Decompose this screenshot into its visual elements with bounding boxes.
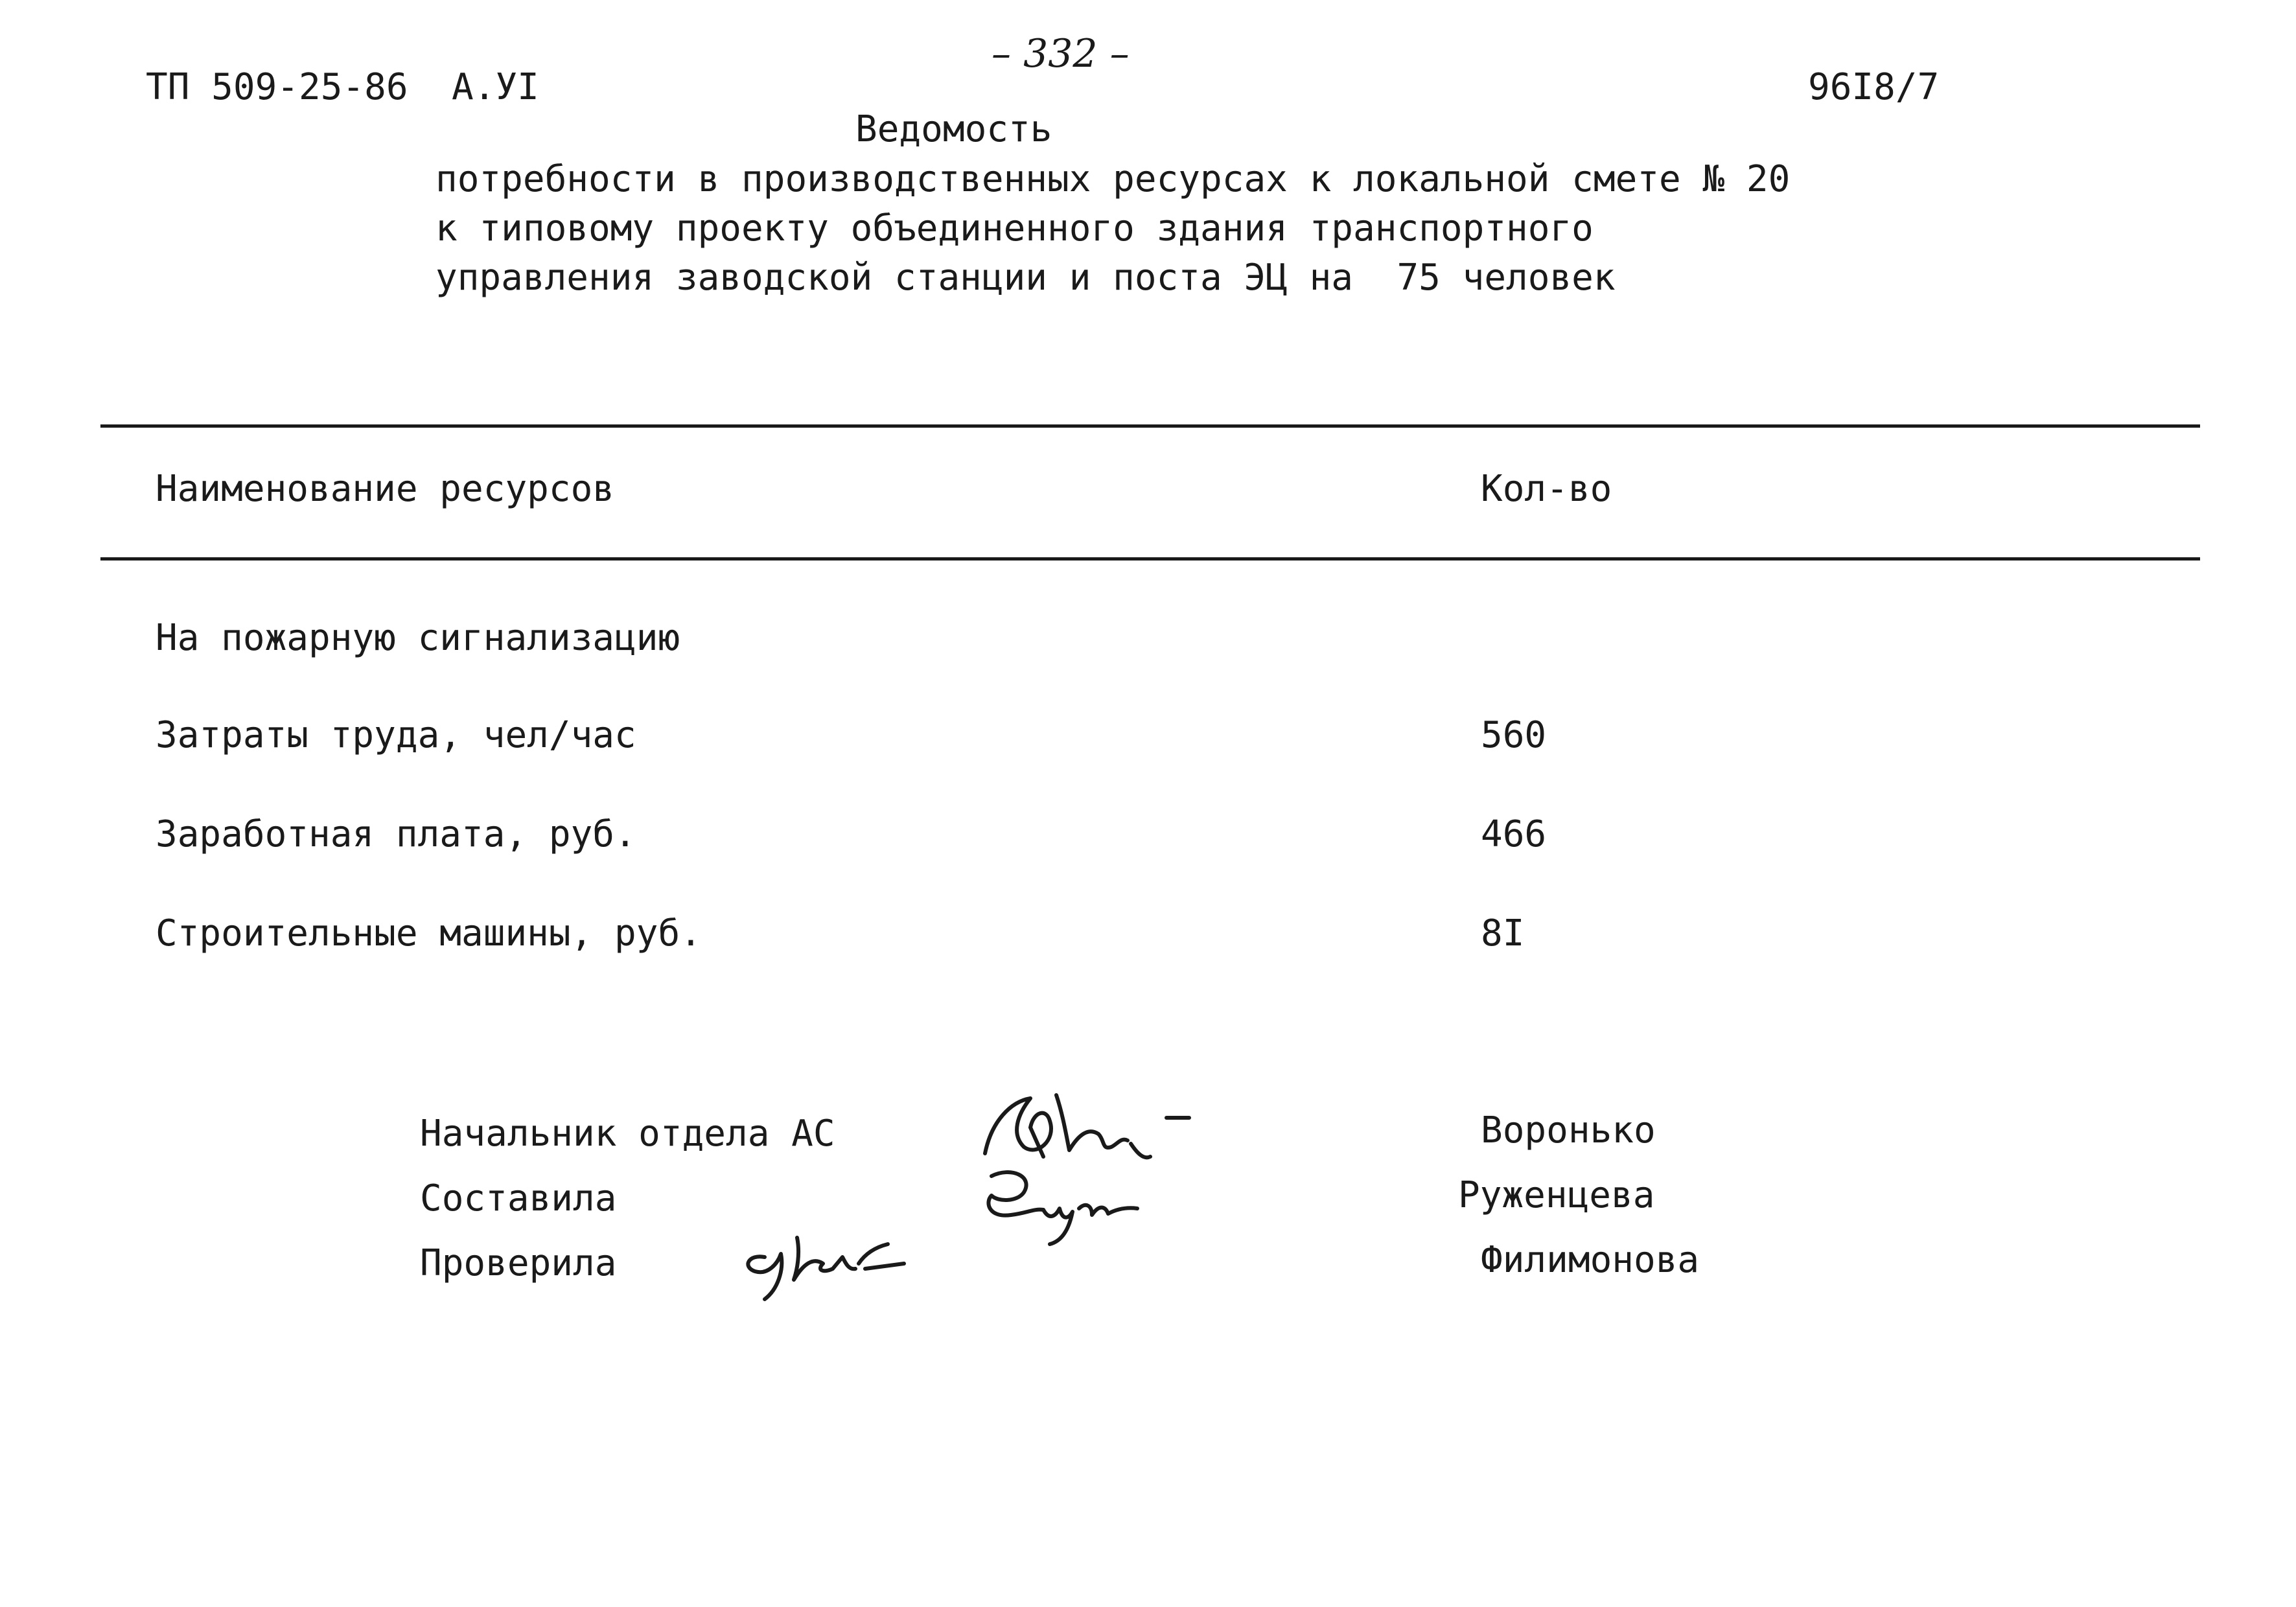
column-header-name: Наименование ресурсов	[156, 468, 615, 510]
signature-role: Составила	[420, 1177, 617, 1220]
row-name: Затраты труда, чел/час	[156, 714, 636, 756]
signature-role: Проверила	[420, 1242, 617, 1284]
row-qty: 560	[1481, 714, 1547, 756]
document-code: ТП 509-25-86 А.УI	[146, 66, 539, 108]
document-heading: Ведомость	[855, 108, 1052, 150]
table-header-rule	[100, 557, 2200, 561]
signature-name: Руженцева	[1458, 1174, 1655, 1216]
section-title: На пожарную сигнализацию	[156, 617, 680, 659]
row-name: Строительные машины, руб.	[156, 912, 702, 954]
title-line-2: к типовому проекту объединенного здания транспортного	[435, 207, 1594, 249]
signature-name: Филимонова	[1481, 1239, 1700, 1281]
signature-role: Начальник отдела АС	[420, 1113, 835, 1155]
row-name: Заработная плата, руб.	[156, 813, 636, 855]
column-header-qty: Кол-во	[1481, 468, 1612, 510]
signature-name: Воронько	[1481, 1109, 1656, 1151]
title-line-3: управления заводской станции и поста ЭЦ на 75 человек	[435, 257, 1616, 299]
table-top-rule	[100, 424, 2200, 428]
page-number: – 332 –	[991, 31, 1130, 76]
row-qty: 466	[1481, 813, 1547, 855]
sheet-code: 96I8/7	[1808, 66, 1940, 108]
title-line-1: потребности в производственных ресурсах к локальной смете № 20	[435, 158, 1791, 200]
signature-scribble-compiler	[972, 1163, 1154, 1250]
row-qty: 8I	[1481, 912, 1525, 954]
signature-scribble-head	[972, 1082, 1205, 1169]
signature-scribble-checker	[726, 1218, 920, 1312]
